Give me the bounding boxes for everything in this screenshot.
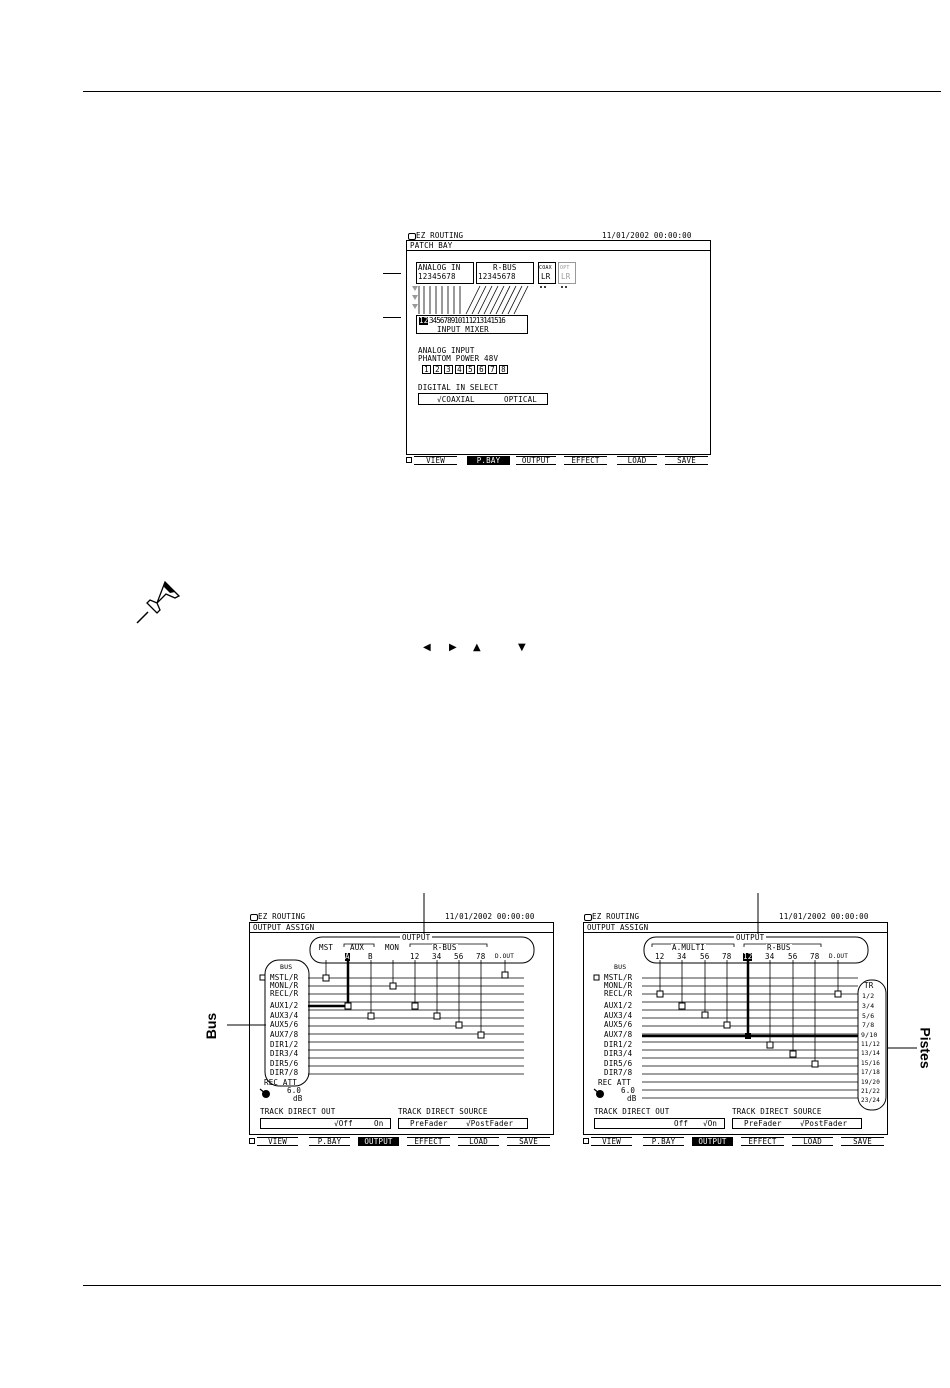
mixer-label: INPUT MIXER [437, 325, 489, 334]
softkey-pbay[interactable]: P.BAY [467, 456, 510, 465]
col-amulti-12: 12 [655, 952, 665, 961]
rec-att-value[interactable]: 6.0 [287, 1086, 302, 1095]
softkey-save[interactable]: SAVE [665, 456, 708, 465]
row-aux34: AUX3/4 [604, 1011, 633, 1020]
track-15-16: 15/16 [861, 1060, 881, 1067]
track-21-22: 21/22 [861, 1088, 881, 1095]
track-direct-source-label: TRACK DIRECT SOURCE [398, 1107, 488, 1116]
phantom-btn-7[interactable]: 7 [488, 365, 497, 374]
track-17-18: 17/18 [861, 1069, 881, 1076]
softkey-view[interactable]: VIEW [591, 1137, 632, 1146]
row-dir34: DIR3/4 [604, 1049, 633, 1058]
down-arrow-icon: ▼ [518, 642, 526, 653]
row-aux78: AUX7/8 [604, 1030, 633, 1039]
tdo-off[interactable]: √Off [334, 1119, 353, 1128]
page-title: OUTPUT ASSIGN [253, 923, 315, 932]
row-dir78: DIR7/8 [270, 1068, 299, 1077]
col-rbus-56: 56 [788, 952, 798, 961]
analog-in-label: ANALOG IN [418, 263, 461, 272]
col-mst: MST [319, 943, 334, 952]
row-aux56: AUX5/6 [604, 1020, 633, 1029]
tds-post[interactable]: √PostFader [466, 1119, 514, 1128]
row-dir12: DIR1/2 [604, 1040, 633, 1049]
phantom-btn-1[interactable]: 1 [422, 365, 431, 374]
col-amulti-78: 78 [722, 952, 732, 961]
opt-lr: LR [561, 272, 571, 281]
coax-label: COAX [539, 265, 552, 271]
col-amulti-34: 34 [677, 952, 687, 961]
softkey-load[interactable]: LOAD [458, 1137, 499, 1146]
header-left: EZ ROUTING [258, 912, 306, 921]
tr-label: TR [864, 981, 874, 990]
col-rbus-34: 34 [432, 952, 442, 961]
track-19-20: 19/20 [861, 1079, 881, 1086]
row-dir56: DIR5/6 [270, 1059, 299, 1068]
track-13-14: 13/14 [861, 1050, 881, 1057]
track-direct-source-label: TRACK DIRECT SOURCE [732, 1107, 822, 1116]
col-rbus-78: 78 [476, 952, 486, 961]
col-dout: D.OUT [829, 953, 849, 960]
track-23-24: 23/24 [861, 1097, 881, 1104]
softkey-pbay[interactable]: P.BAY [643, 1137, 684, 1146]
track-3-4: 3/4 [862, 1002, 875, 1010]
optical-option[interactable]: OPTICAL [504, 395, 538, 404]
track-9-10: 9/10 [861, 1031, 878, 1039]
col-rbus: R-BUS [433, 943, 457, 952]
row-dir56: DIR5/6 [604, 1059, 633, 1068]
coax-lr: LR [541, 272, 551, 281]
track-direct-out-label: TRACK DIRECT OUT [260, 1107, 336, 1116]
row-aux56: AUX5/6 [270, 1020, 299, 1029]
track-1-2: 1/2 [862, 992, 875, 1000]
mixer-channel-nums: 345678910111213141516 [429, 316, 505, 325]
tdo-on[interactable]: √On [703, 1119, 718, 1128]
row-dir34: DIR3/4 [270, 1049, 299, 1058]
tdo-on[interactable]: On [374, 1119, 384, 1128]
row-dir78: DIR7/8 [604, 1068, 633, 1077]
phantom-btn-4[interactable]: 4 [455, 365, 464, 374]
rbus-label: R-BUS [493, 263, 517, 272]
header-right: 11/01/2002 00:00:00 [779, 912, 869, 921]
bus-label: BUS [280, 963, 293, 971]
rec-att-unit: dB [293, 1094, 303, 1103]
rbus-nums: 12345678 [478, 272, 516, 281]
row-mstlr: MSTL/R [270, 973, 299, 982]
header-right: 11/01/2002 00:00:00 [602, 231, 692, 240]
col-aux-a[interactable]: A [345, 952, 350, 961]
row-reclr: RECL/R [604, 989, 633, 998]
row-dir12: DIR1/2 [270, 1040, 299, 1049]
softkey-output[interactable]: OUTPUT [358, 1137, 399, 1146]
phantom-btn-2[interactable]: 2 [433, 365, 442, 374]
softkey-save[interactable]: SAVE [507, 1137, 550, 1146]
col-aux: AUX [350, 943, 365, 952]
col-rbus: R-BUS [767, 943, 791, 952]
row-aux12: AUX1/2 [270, 1001, 299, 1010]
row-aux12: AUX1/2 [604, 1001, 633, 1010]
row-monlr: MONL/R [270, 981, 299, 990]
softkey-save[interactable]: SAVE [841, 1137, 884, 1146]
row-aux78: AUX7/8 [270, 1030, 299, 1039]
analog-in-nums: 12345678 [418, 272, 456, 281]
col-rbus-56: 56 [454, 952, 464, 961]
softkey-effect[interactable]: EFFECT [407, 1137, 450, 1146]
row-mstlr: MSTL/R [604, 973, 633, 982]
header-left: EZ ROUTING [416, 231, 464, 240]
track-direct-out-label: TRACK DIRECT OUT [594, 1107, 670, 1116]
rec-att-unit: dB [627, 1094, 637, 1103]
track-5-6: 5/6 [862, 1012, 875, 1020]
coaxial-option[interactable]: √COAXIAL [437, 395, 475, 404]
phantom-line2: PHANTOM POWER 48V [418, 354, 499, 363]
phantom-btn-8[interactable]: 8 [499, 365, 508, 374]
tds-post[interactable]: √PostFader [800, 1119, 848, 1128]
right-arrow-icon: ▶ [449, 642, 457, 653]
col-amulti: A.MULTI [672, 943, 706, 952]
softkey-view[interactable]: VIEW [257, 1137, 298, 1146]
output-label: OUTPUT [402, 933, 431, 942]
softkey-effect[interactable]: EFFECT [564, 456, 607, 465]
softkey-pbay[interactable]: P.BAY [309, 1137, 350, 1146]
page-title: PATCH BAY [410, 241, 453, 250]
col-aux-b: B [368, 952, 373, 961]
col-amulti-56: 56 [700, 952, 710, 961]
rec-att-label: REC ATT [598, 1078, 632, 1087]
softkey-bar [591, 1137, 887, 1146]
col-rbus-34: 34 [765, 952, 775, 961]
phantom-line1: ANALOG INPUT [418, 346, 475, 355]
phantom-btn-5[interactable]: 5 [466, 365, 475, 374]
header-right: 11/01/2002 00:00:00 [445, 912, 535, 921]
digital-in-label: DIGITAL IN SELECT [418, 383, 499, 392]
softkey-view[interactable]: VIEW [414, 456, 457, 465]
bus-label: BUS [614, 963, 627, 971]
col-rbus-78: 78 [810, 952, 820, 961]
up-arrow-icon: ▲ [473, 642, 481, 653]
tds-pre[interactable]: PreFader [744, 1119, 782, 1128]
row-reclr: RECL/R [270, 989, 299, 998]
track-11-12: 11/12 [861, 1041, 881, 1048]
col-mon: MON [385, 943, 400, 952]
softkey-load[interactable]: LOAD [617, 456, 657, 465]
header-left: EZ ROUTING [592, 912, 640, 921]
left-arrow-icon: ◀ [423, 642, 431, 653]
softkey-icon [583, 1138, 589, 1144]
output-label: OUTPUT [736, 933, 765, 942]
phantom-btn-6[interactable]: 6 [477, 365, 486, 374]
side-label-bus: Bus [203, 1012, 220, 1040]
rec-att-label: REC ATT [264, 1078, 298, 1087]
col-rbus-12: 12 [410, 952, 420, 961]
softkey-output[interactable]: OUTPUT [516, 456, 556, 465]
row-aux34: AUX3/4 [270, 1011, 299, 1020]
lcd-icon [584, 914, 592, 921]
tdo-off[interactable]: Off [674, 1119, 689, 1128]
mixer-selected-channel[interactable]: 12 [419, 316, 429, 325]
col-dout: D.OUT [495, 953, 515, 960]
opt-label: OPT [560, 265, 570, 271]
rec-att-value[interactable]: 6.0 [621, 1086, 636, 1095]
page-title: OUTPUT ASSIGN [587, 923, 649, 932]
tds-pre[interactable]: PreFader [410, 1119, 448, 1128]
side-label-pistes: Pistes [917, 1027, 934, 1069]
softkey-effect[interactable]: EFFECT [741, 1137, 784, 1146]
row-monlr: MONL/R [604, 981, 633, 990]
phantom-btn-3[interactable]: 3 [444, 365, 453, 374]
softkey-output[interactable]: OUTPUT [692, 1137, 733, 1146]
col-rbus-12[interactable]: 12 [743, 952, 753, 961]
softkey-load[interactable]: LOAD [792, 1137, 833, 1146]
track-7-8: 7/8 [862, 1021, 875, 1029]
